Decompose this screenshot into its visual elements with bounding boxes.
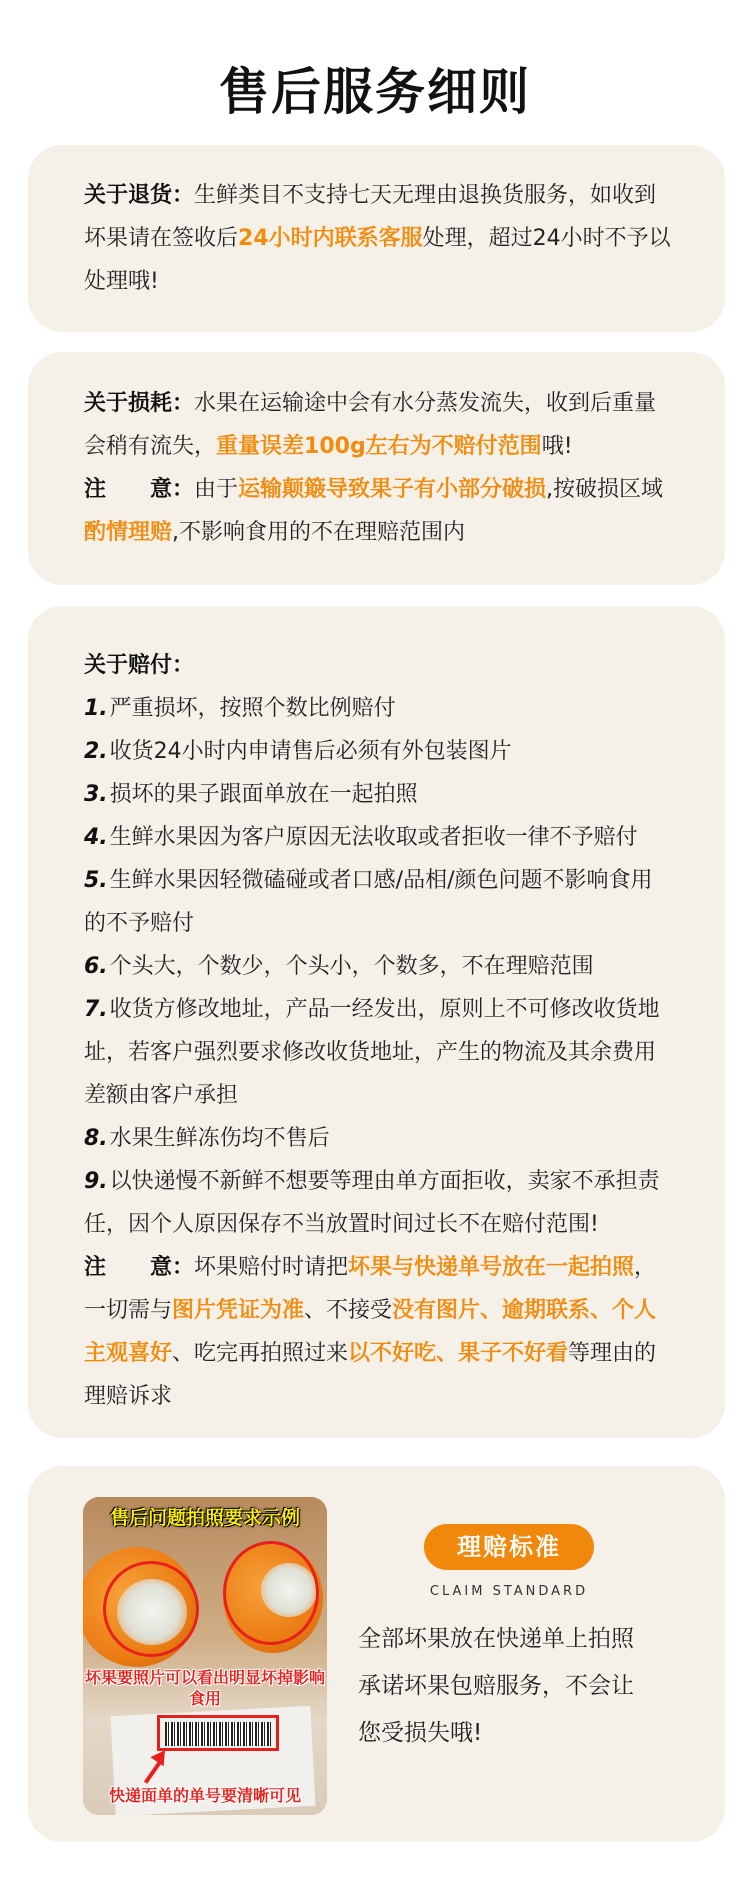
compensation-note-highlight-1: 坏果与快递单号放在一起拍照	[348, 1255, 635, 1280]
page-title: 售后服务细则	[219, 63, 531, 121]
returns-highlight: 24小时内联系客服	[238, 226, 423, 251]
list-item-text: 损坏的果子跟面单放在一起拍照	[109, 782, 418, 807]
loss-card	[28, 352, 725, 585]
compensation-card	[28, 606, 725, 1438]
list-item	[84, 730, 673, 773]
compensation-text	[84, 644, 673, 1418]
list-item-text: 生鲜水果因为客户原因无法收取或者拒收一律不予赔付	[109, 825, 638, 850]
list-item	[84, 1160, 673, 1246]
loss-note-label: 注 意：	[84, 477, 195, 502]
claim-card	[28, 1466, 725, 1842]
compensation-note	[84, 1246, 673, 1418]
compensation-note-label: 注 意：	[84, 1255, 195, 1280]
list-item-number: 3.	[84, 782, 108, 807]
list-item	[84, 1117, 673, 1160]
loss-note-highlight-2: 酌情理赔	[84, 520, 173, 545]
list-item-number: 2.	[84, 739, 108, 764]
list-item-number: 4.	[84, 825, 108, 850]
highlight-circle-right	[223, 1541, 319, 1645]
compensation-note-text-4: 、吃完再拍照过来	[172, 1341, 349, 1366]
returns-card	[28, 145, 725, 332]
compensation-note-text-2: ，一切需与	[84, 1255, 657, 1323]
list-item-text: 生鲜水果因轻微磕碰或者口感/品相/颜色问题不影响食用的不予赔付	[84, 868, 653, 936]
list-item-text: 水果生鲜冻伤均不售后	[109, 1126, 330, 1151]
claim-text	[358, 1616, 698, 1757]
compensation-note-text-1: 坏果赔付时请把	[194, 1255, 349, 1280]
returns-text-2: 处理，超过24小时不予以处理哦!	[84, 226, 671, 294]
loss-note-text-1: 由于	[194, 477, 239, 502]
compensation-note-highlight-2: 图片凭证为准	[172, 1298, 305, 1323]
list-item-text: 以快递慢不新鲜不想要等理由单方面拒收，卖家不承担责任，因个人原因保存不当放置时间过长不在赔付范围!	[84, 1169, 660, 1237]
claim-line: 全部坏果放在快递单上拍照	[358, 1626, 634, 1652]
loss-highlight: 重量误差100g左右为不赔付范围	[216, 434, 542, 459]
claim-badge: 理赔标准	[424, 1524, 594, 1570]
list-item	[84, 945, 673, 988]
list-item-number: 1.	[84, 696, 108, 721]
list-item	[84, 773, 673, 816]
loss-paragraph	[84, 382, 673, 468]
loss-text	[84, 382, 673, 554]
claim-subtitle: CLAIM STANDARD	[429, 1584, 589, 1599]
photo-title: 售后问题拍照要求示例	[109, 1507, 300, 1529]
claim-line: 您受损失哦!	[358, 1720, 483, 1746]
photo-caption-label: 快递面单的单号要清晰可见	[108, 1786, 301, 1805]
list-item-number: 9.	[84, 1169, 108, 1194]
list-item	[84, 687, 673, 730]
list-item-text: 收货24小时内申请售后必须有外包装图片	[109, 739, 512, 764]
compensation-note-highlight-3: 没有图片、逾期联系、个人主观喜好	[84, 1298, 657, 1366]
compensation-label: 关于赔付：	[84, 653, 195, 678]
claim-line: 承诺坏果包赔服务，不会让	[358, 1673, 634, 1699]
list-item-text: 个头大，个数少，个头小，个数多，不在理赔范围	[109, 954, 594, 979]
photo-caption-damage: 坏果要照片可以看出明显坏掉影响食用	[84, 1668, 325, 1708]
example-photo	[83, 1497, 327, 1815]
list-item	[84, 816, 673, 859]
list-item-text: 收货方修改地址，产品一经发出，原则上不可修改收货地址，若客户强烈要求修改收货地址，产生的物流及其余费用差额由客户承担	[84, 997, 660, 1108]
loss-note	[84, 468, 673, 554]
list-item	[84, 859, 673, 945]
list-item-number: 6.	[84, 954, 108, 979]
loss-note-text-3: ,不影响食用的不在理赔范围内	[172, 520, 466, 545]
list-item	[84, 988, 673, 1117]
list-item-number: 8.	[84, 1126, 108, 1151]
returns-text	[84, 174, 673, 303]
compensation-note-text-5: 等理由的理赔诉求	[84, 1341, 657, 1409]
list-item-text: 严重损坏，按照个数比例赔付	[109, 696, 396, 721]
barcode-highlight-box	[157, 1715, 279, 1751]
loss-text-1: 水果在运输途中会有水分蒸发流失，收到后重量会稍有流失，	[84, 391, 657, 459]
compensation-note-highlight-4: 以不好吃、果子不好看	[348, 1341, 569, 1366]
loss-text-2: 哦!	[541, 434, 573, 459]
list-item-number: 7.	[84, 997, 108, 1022]
returns-text-1: 生鲜类目不支持七天无理由退换货服务，如收到坏果请在签收后	[84, 183, 657, 251]
loss-label: 关于损耗：	[84, 391, 195, 416]
compensation-note-text-3: 、不接受	[304, 1298, 393, 1323]
highlight-circle-left	[103, 1561, 199, 1657]
loss-note-highlight-1: 运输颠簸导致果子有小部分破损	[238, 477, 547, 502]
loss-note-text-2: ,按破损区域	[546, 477, 664, 502]
list-item-number: 5.	[84, 868, 108, 893]
returns-label: 关于退货：	[84, 183, 195, 208]
